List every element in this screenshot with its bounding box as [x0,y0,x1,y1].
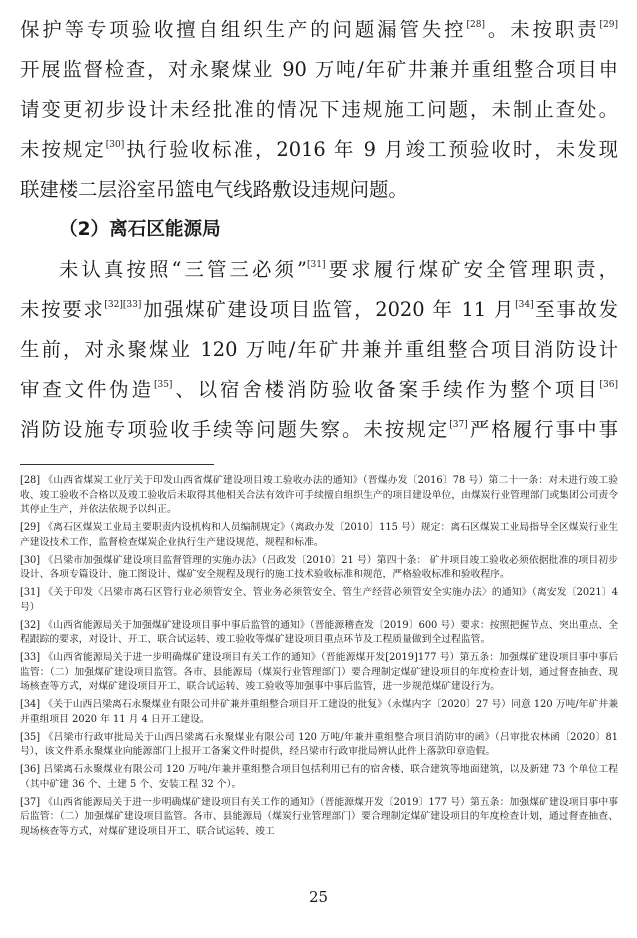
footnote: [30] 《吕梁市加强煤矿建设项目监督管理的实施办法》（吕政发〔2010〕21 号）第四十条： 矿井项目竣工验收必须依据批准的项目初步设计、各项专篇设计、施工图设计、煤矿安全规程及现行的施工技术验收标准和规范，严格验收标准和验收程序。 [20,554,618,581]
footnote: [28] 《山西省煤炭工业厅关于印发山西省煤矿建设项目竣工验收办法的通知》（晋煤办发〔2016〕78 号）第二十一条：对未进行竣工验收、竣工验收不合格以及竣工验收后未取得其他相关合法有效许可手续擅自组织生产的项目建设单位，由煤炭行业管理部门或集团公司责令其停止生产，并依法依规予以纠正。 [20,475,618,516]
footnote: [29] 《离石区煤炭工业局主要职责内设机构和人员编制规定》（离政办发〔2010〕115 号）规定：离石区煤炭工业局指导全区煤炭行业生产建设技术工作，监督检查煤炭企业执行生产建设规范、规程和标准。 [20,522,618,548]
body-line [20,130,618,170]
text-run: 执行验收标准，2016 年 9 月竣工预验收时，未发现 [124,138,618,161]
text-run: 未按规定 [20,138,106,161]
text-run: 未按要求 [20,298,105,321]
footnote: [32] 《山西省能源局关于加强煤矿建设项目事中事后监管的通知》（晋能源稽查发〔2019〕600 号）要求：按照把握节点、突出重点、全程跟踪的要求，对设计、开工、联合试运转、竣工验收等煤矿建设项目重点环节及工程质量做到全过程监管。 [20,619,618,646]
footnote: [37] 《山西省能源局关于进一步明确煤矿建设项目有关工作的通知》（晋能源煤开发〔2019〕177 号）第五条：加强煤矿建设项目事中事后监管：（二）加强煤矿建设项目监管。各市、县能源局（煤炭行业管理部门）要合理制定煤矿建设项目的年度检查计划，通过督查抽查、现场核查等方式，对煤矿建设项目开工、联合试运转、竣工 [20,796,618,837]
footnote-ref: [36] [599,380,618,390]
footnote: [35] 《吕梁市行政审批局关于山西吕梁离石永聚煤业有限公司 120 万吨/年兼并重组整合项目消防审的函》（吕审批农林函〔2020〕81 号），该文件系永聚煤业向能源部门上报开工备案文件时提供，经吕梁市行政审批局辨认此件上落款印章造假。 [20,731,618,758]
footnote: [31] 《关于印发〈吕梁市离石区管行业必须管安全、管业务必须管安全、管生产经营必须管安全实施办法〉的通知》（离安发〔2021〕4 号） [20,587,618,613]
text-run: 严格履行事中事 [467,418,618,441]
footnote-ref: [37] [449,420,468,430]
body-line [20,410,618,450]
body-line [20,330,618,370]
section-heading [20,210,618,250]
body-line [20,370,618,410]
text-run: 要求履行煤矿安全管理职责， [325,258,618,281]
footnote: [36] 吕梁离石永聚煤业有限公司 120 万吨/年兼并重组整合项目包括利用已有的宿舍楼、联合建筑等地面建筑，以及新建 73 个单位工程（其中矿建 36 个、土建 5 个、安装工程 32 个）。 [20,764,618,790]
text-run: 生前，对永聚煤业 120 万吨/年矿井兼并重组整合项目消防设计 [20,338,618,361]
text-run: 保护等专项验收擅自组织生产的问题漏管失控 [20,18,467,41]
text-run: 联建楼二层浴室吊篮电气线路敷设违规问题。 [20,178,408,201]
body-line [20,10,618,50]
body-line [20,170,618,210]
text-run: （2）离石区能源局 [59,219,221,240]
body-line [20,90,618,130]
footnote-ref: [30] [105,140,125,150]
text-run: 审查文件伪造 [20,378,154,401]
footnote-ref: [34] [515,300,534,310]
footnote-ref: [35] [153,380,173,390]
body-text [20,10,618,450]
footnote-ref: [29] [599,20,618,30]
footnote-divider [20,464,214,465]
footnote: [34] 《关于山西吕梁离石永聚煤业有限公司井矿兼并重组整合项目开工建设的批复》（永煤内字〔2020〕27 号）同意 120 万吨/年矿井兼并重组项目 2020 年 11 月 4 日开工建设。 [20,699,618,725]
text-run: 请变更初步设计未经批准的情况下违规施工问题，未制止查处。 [20,98,618,121]
text-run: 、以宿舍楼消防验收备案手续作为整个项目 [172,378,600,401]
body-line [20,250,618,290]
text-run: 未认真按照“三管三必须” [59,258,307,281]
body-line [20,50,618,90]
footnote-ref: [31] [306,260,326,270]
footnotes [20,474,618,843]
body-line [20,290,618,330]
footnote-ref: [28] [466,20,485,30]
text-run: 至事故发 [533,298,618,321]
footnote-ref: [32][33] [104,300,142,310]
footnote: [33] 《山西省能源局关于进一步明确煤矿建设项目有关工作的通知》（晋能源煤开发[2019]177 号）第五条：加强煤矿建设项目事中事后监管：（二）加强煤矿建设项目监管。各市、县能源局（煤炭行业管理部门）要合理制定煤矿建设项目的年度检查计划，通过督查抽查、现场核查等方式，对煤矿建设项目开工、联合试运转、竣工验收等加强事中事后监管，进一步规范煤矿建设行为。 [20,652,618,693]
text-run: 消防设施专项验收手续等问题失察。未按规定 [20,418,450,441]
page-number: 25 [308,888,329,906]
text-run: 开展监督检查，对永聚煤业 90 万吨/年矿井兼并重组整合项目申 [20,58,618,81]
text-run: 加强煤矿建设项目监管，2020 年 11 月 [141,298,516,321]
text-run: 。未按职责 [484,18,600,41]
